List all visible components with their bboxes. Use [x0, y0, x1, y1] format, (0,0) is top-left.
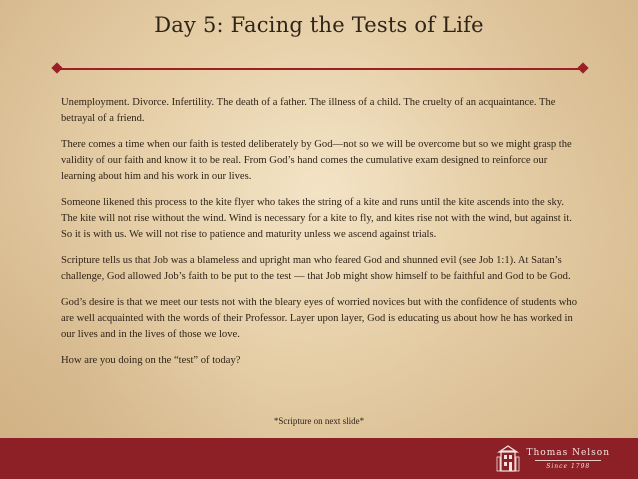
body-paragraph: Someone likened this process to the kite flyer who takes the string of a kite and runs until the kite ascends into the sky. The kite will not rise without the wind. Wind is necessary for a kite to fly, and kites rise not with the wind, but against it. So it is with us. We will not rise to patience and maturity unless we ascend against trials.: [61, 197, 572, 240]
next-slide-note: *Scripture on next slide*: [273, 416, 365, 426]
body-paragraph: God’s desire is that we meet our tests not with the bleary eyes of worried novices but with the confidence of students who are well acquainted with the words of their Professor. Layer upon layer, God is educating us about how he has worked in our lives and in the lives of those we love.: [61, 297, 578, 340]
slide-body: [61, 95, 581, 379]
divider-left-ornament: [51, 62, 62, 73]
slide-title: Day 5: Facing the Tests of Life: [154, 13, 484, 37]
nelson-house-icon: [496, 445, 520, 473]
title-divider: [56, 68, 584, 70]
body-paragraph: Unemployment. Divorce. Infertility. The death of a father. The illness of a child. The cruelty of an acquaintance. The betrayal of a friend.: [61, 97, 556, 124]
body-paragraph: How are you doing on the “test” of today?: [61, 355, 241, 366]
footer-band: [0, 438, 638, 479]
logo-since: Since 1798: [546, 463, 591, 470]
logo-name: Thomas Nelson: [526, 448, 610, 458]
body-paragraph: Scripture tells us that Job was a blameless and upright man who feared God and shunned evil (see Job 1:1). At Satan’s challenge, God allowed Job’s faith to be put to the test — that Job might show himself to be faithful and God to be God.: [61, 255, 571, 282]
logo-divider: [535, 460, 601, 461]
divider-right-ornament: [577, 62, 588, 73]
body-paragraph: There comes a time when our faith is tested deliberately by God—not so we will be overcome but so we might grasp the validity of our faith and know it to be real. From God’s hand comes the cumulative exam designed to reinforce our learning about him and his work in our lives.: [61, 139, 572, 182]
publisher-logo: [496, 444, 610, 474]
